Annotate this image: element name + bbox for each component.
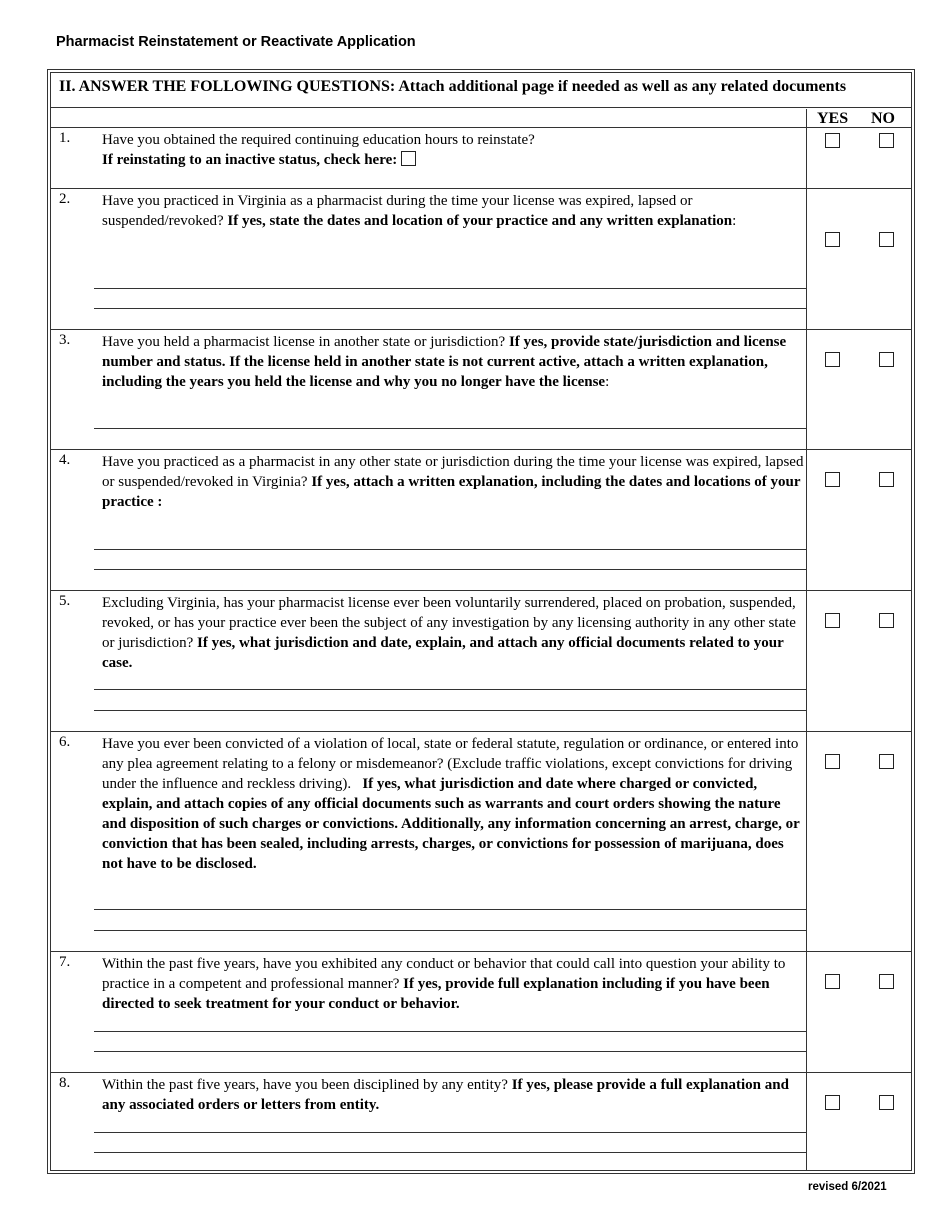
question-2-no-checkbox[interactable]: [879, 232, 894, 247]
question-8-yes-checkbox[interactable]: [825, 1095, 840, 1110]
question-instruction: If yes, attach a written explanation, including the dates and locations of your practice :: [102, 474, 801, 510]
question-7-yes-checkbox[interactable]: [825, 974, 840, 989]
question-number: 8.: [59, 1075, 71, 1091]
question-text: [102, 954, 804, 1014]
question-number: 2.: [59, 191, 71, 207]
question-5-yes-checkbox[interactable]: [825, 613, 840, 628]
column-header-divider: [51, 127, 911, 128]
answer-line[interactable]: [94, 549, 807, 550]
questions-table: [47, 69, 915, 1174]
answer-line[interactable]: [94, 428, 807, 429]
row-divider: [51, 951, 911, 952]
question-prompt: Have you practiced as a pharmacist in any other state or jurisdiction during the time your license was expired, lapsed or suspended/revoked in Virginia?: [102, 454, 804, 490]
section-heading: II. ANSWER THE FOLLOWING QUESTIONS: Attach additional page if needed as well as any related documents: [59, 78, 847, 95]
answer-column-divider: [806, 109, 807, 1170]
question-text: [102, 1075, 804, 1115]
question-tail: :: [732, 213, 737, 229]
answer-line[interactable]: [94, 1051, 807, 1052]
question-prompt: Have you ever been convicted of a violation of local, state or federal statute, regulation or ordinance, or entered into any plea agreement relating to a felony or misdemeanor? (Exclude traffic violations, except convictions for driving under the influence and reckless driving).: [102, 736, 799, 792]
question-prompt: Have you practiced in Virginia as a pharmacist during the time your license was expired, lapsed or suspended/revoked?: [102, 193, 693, 229]
question-number: 4.: [59, 452, 71, 468]
header-divider: [51, 107, 911, 108]
question-1-no-checkbox[interactable]: [879, 133, 894, 148]
revision-date: revised 6/2021: [808, 1181, 887, 1193]
document-title: Pharmacist Reinstatement or Reactivate Application: [56, 34, 416, 50]
answer-line[interactable]: [94, 569, 807, 570]
question-instruction: If yes, state the dates and location of your practice and any written explanation: [227, 213, 733, 229]
answer-line[interactable]: [94, 308, 807, 309]
row-divider: [51, 188, 911, 189]
question-number: 3.: [59, 332, 71, 348]
question-prompt: Within the past five years, have you exhibited any conduct or behavior that could call into question your ability to practice in a competent and professional manner?: [102, 956, 786, 992]
question-instruction: If yes, please provide a full explanation and any associated orders or letters from entity.: [102, 1077, 789, 1113]
column-header-no: NO: [871, 110, 895, 127]
row-divider: [51, 590, 911, 591]
question-text: [102, 593, 804, 673]
answer-line[interactable]: [94, 1132, 807, 1133]
answer-line[interactable]: [94, 689, 807, 690]
question-8-no-checkbox[interactable]: [879, 1095, 894, 1110]
question-instruction: If yes, what jurisdiction and date where charged or convicted, explain, and attach copies of any official documents such as warrants and court orders showing the nature and disposition of such charges or convictions. Additionally, any information concerning an arrest, charge, or conviction that has been sealed, including arrests, charges, or convictions for possession of marijuana, does not have to be disclosed.: [102, 776, 800, 872]
inactive-status-checkbox[interactable]: [401, 151, 416, 166]
question-5-no-checkbox[interactable]: [879, 613, 894, 628]
question-1-yes-checkbox[interactable]: [825, 133, 840, 148]
row-divider: [51, 329, 911, 330]
question-3-yes-checkbox[interactable]: [825, 352, 840, 367]
question-7-no-checkbox[interactable]: [879, 974, 894, 989]
question-number: 1.: [59, 130, 71, 146]
question-text: [102, 452, 804, 512]
answer-line[interactable]: [94, 1152, 807, 1153]
row-divider: [51, 731, 911, 732]
answer-line[interactable]: [94, 930, 807, 931]
row-divider: [51, 1072, 911, 1073]
question-prompt: Excluding Virginia, has your pharmacist license ever been voluntarily surrendered, placed on probation, suspended, revoked, or has your practice ever been the subject of any investigation by any licensing authority in any other state or jurisdiction?: [102, 595, 796, 651]
question-instruction: If yes, provide full explanation including if you have been directed to seek treatment for your conduct or behavior.: [102, 976, 770, 1012]
question-instruction: If reinstating to an inactive status, check here:: [102, 152, 398, 168]
question-3-no-checkbox[interactable]: [879, 352, 894, 367]
question-prompt: Have you obtained the required continuing education hours to reinstate?: [102, 132, 535, 148]
question-tail: :: [605, 374, 610, 390]
question-instruction: If yes, what jurisdiction and date, explain, and attach any official documents related to your case.: [102, 635, 784, 671]
row-divider: [51, 449, 911, 450]
question-number: 6.: [59, 734, 71, 750]
answer-line[interactable]: [94, 1031, 807, 1032]
question-4-yes-checkbox[interactable]: [825, 472, 840, 487]
questions-table-inner: [50, 72, 912, 1171]
answer-line[interactable]: [94, 710, 807, 711]
question-6-yes-checkbox[interactable]: [825, 754, 840, 769]
question-4-no-checkbox[interactable]: [879, 472, 894, 487]
question-prompt: Within the past five years, have you been disciplined by any entity?: [102, 1077, 508, 1093]
question-number: 5.: [59, 593, 71, 609]
answer-line[interactable]: [94, 909, 807, 910]
question-text: [102, 130, 804, 170]
question-text: [102, 191, 804, 231]
answer-line[interactable]: [94, 288, 807, 289]
question-number: 7.: [59, 954, 71, 970]
question-6-no-checkbox[interactable]: [879, 754, 894, 769]
question-text: [102, 332, 804, 392]
question-prompt: Have you held a pharmacist license in another state or jurisdiction?: [102, 334, 506, 350]
column-header-yes: YES: [817, 110, 849, 127]
question-text: [102, 734, 804, 874]
question-instruction: If yes, provide state/jurisdiction and license number and status. If the license held in another state is not current active, attach a written explanation, including the years you held the license and why you no longer have the license: [102, 334, 787, 390]
question-2-yes-checkbox[interactable]: [825, 232, 840, 247]
